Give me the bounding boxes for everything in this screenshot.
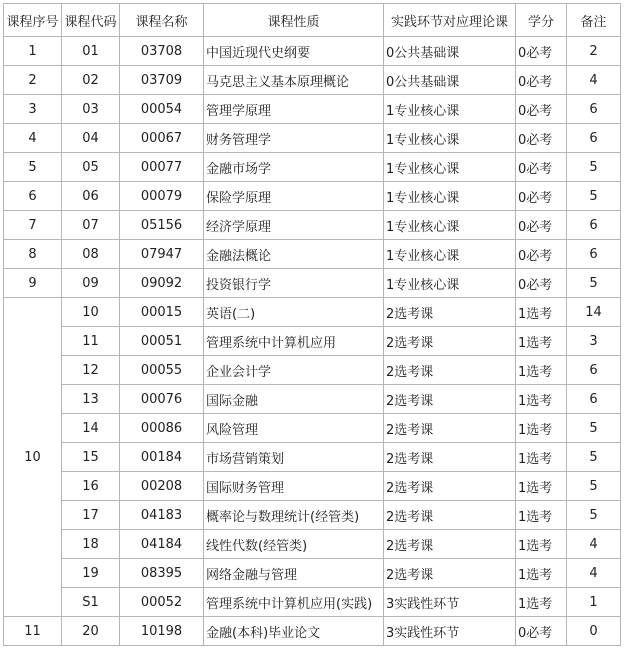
cell-type: 2选考课 xyxy=(384,327,516,356)
cell-code: 03708 xyxy=(120,37,204,66)
cell-name: 企业会计学 xyxy=(204,356,384,385)
cell-code: 00079 xyxy=(120,182,204,211)
cell-credit: 1选考 xyxy=(516,298,567,327)
cell-order: 17 xyxy=(62,501,120,530)
cell-credit: 1选考 xyxy=(516,385,567,414)
cell-order: 19 xyxy=(62,559,120,588)
cell-seq: 8 xyxy=(4,240,62,269)
cell-order: 11 xyxy=(62,327,120,356)
cell-credit: 0必考 xyxy=(516,95,567,124)
cell-seq: 5 xyxy=(4,153,62,182)
cell-code: 04184 xyxy=(120,530,204,559)
cell-credit: 1选考 xyxy=(516,530,567,559)
cell-name: 线性代数(经管类) xyxy=(204,530,384,559)
table-row xyxy=(4,124,621,153)
cell-credit: 0必考 xyxy=(516,269,567,298)
cell-code: 00067 xyxy=(120,124,204,153)
cell-name: 国际金融 xyxy=(204,385,384,414)
table-row xyxy=(4,66,621,95)
cell-note: 6 xyxy=(567,211,621,240)
table-row xyxy=(4,269,621,298)
cell-order: 15 xyxy=(62,443,120,472)
cell-note: 5 xyxy=(567,153,621,182)
cell-order: 16 xyxy=(62,472,120,501)
table-row xyxy=(4,588,621,617)
table-row xyxy=(4,327,621,356)
table-row xyxy=(4,414,621,443)
cell-note: 2 xyxy=(567,37,621,66)
course-table xyxy=(3,3,621,646)
cell-type: 2选考课 xyxy=(384,501,516,530)
cell-name: 保险学原理 xyxy=(204,182,384,211)
cell-credit: 1选考 xyxy=(516,414,567,443)
cell-note: 0 xyxy=(567,617,621,646)
cell-order: 08 xyxy=(62,240,120,269)
cell-name: 经济学原理 xyxy=(204,211,384,240)
header-order: 课程代码 xyxy=(62,4,120,37)
cell-seq-group: 10 xyxy=(4,298,62,617)
cell-order: 02 xyxy=(62,66,120,95)
cell-name: 英语(二) xyxy=(204,298,384,327)
cell-credit: 1选考 xyxy=(516,356,567,385)
cell-name: 马克思主义基本原理概论 xyxy=(204,66,384,95)
cell-code: 10198 xyxy=(120,617,204,646)
cell-credit: 0必考 xyxy=(516,211,567,240)
cell-credit: 0必考 xyxy=(516,153,567,182)
cell-type: 2选考课 xyxy=(384,356,516,385)
cell-order: S1 xyxy=(62,588,120,617)
cell-note: 6 xyxy=(567,385,621,414)
cell-code: 00015 xyxy=(120,298,204,327)
cell-seq: 4 xyxy=(4,124,62,153)
cell-code: 03709 xyxy=(120,66,204,95)
cell-code: 07947 xyxy=(120,240,204,269)
table-row xyxy=(4,95,621,124)
cell-code: 00086 xyxy=(120,414,204,443)
cell-order: 09 xyxy=(62,269,120,298)
cell-type: 2选考课 xyxy=(384,298,516,327)
cell-type: 2选考课 xyxy=(384,472,516,501)
cell-seq: 3 xyxy=(4,95,62,124)
cell-type: 3实践性环节 xyxy=(384,588,516,617)
table-row xyxy=(4,356,621,385)
cell-name: 金融市场学 xyxy=(204,153,384,182)
cell-type: 1专业核心课 xyxy=(384,240,516,269)
header-seq: 课程序号 xyxy=(4,4,62,37)
cell-name: 市场营销策划 xyxy=(204,443,384,472)
cell-note: 14 xyxy=(567,298,621,327)
cell-code: 00055 xyxy=(120,356,204,385)
table-row xyxy=(4,530,621,559)
cell-type: 2选考课 xyxy=(384,559,516,588)
cell-note: 6 xyxy=(567,124,621,153)
cell-credit: 1选考 xyxy=(516,443,567,472)
cell-note: 5 xyxy=(567,501,621,530)
cell-type: 1专业核心课 xyxy=(384,153,516,182)
cell-type: 1专业核心课 xyxy=(384,182,516,211)
table-row xyxy=(4,153,621,182)
cell-note: 4 xyxy=(567,559,621,588)
cell-code: 00054 xyxy=(120,95,204,124)
cell-credit: 0必考 xyxy=(516,124,567,153)
cell-type: 2选考课 xyxy=(384,530,516,559)
cell-note: 5 xyxy=(567,269,621,298)
cell-note: 5 xyxy=(567,414,621,443)
cell-note: 6 xyxy=(567,240,621,269)
cell-name: 国际财务管理 xyxy=(204,472,384,501)
header-practice: 实践环节对应理论课 xyxy=(384,4,516,37)
cell-code: 00076 xyxy=(120,385,204,414)
cell-name: 金融法概论 xyxy=(204,240,384,269)
cell-seq: 7 xyxy=(4,211,62,240)
cell-type: 0公共基础课 xyxy=(384,37,516,66)
cell-note: 4 xyxy=(567,530,621,559)
cell-name: 金融(本科)毕业论文 xyxy=(204,617,384,646)
cell-note: 1 xyxy=(567,588,621,617)
cell-seq: 2 xyxy=(4,66,62,95)
cell-name: 财务管理学 xyxy=(204,124,384,153)
cell-code: 05156 xyxy=(120,211,204,240)
table-row xyxy=(4,443,621,472)
cell-note: 3 xyxy=(567,327,621,356)
cell-credit: 1选考 xyxy=(516,327,567,356)
cell-name: 网络金融与管理 xyxy=(204,559,384,588)
table-row xyxy=(4,501,621,530)
cell-note: 6 xyxy=(567,95,621,124)
cell-name: 管理系统中计算机应用 xyxy=(204,327,384,356)
cell-name: 管理系统中计算机应用(实践) xyxy=(204,588,384,617)
cell-seq: 1 xyxy=(4,37,62,66)
cell-seq: 11 xyxy=(4,617,62,646)
table-row xyxy=(4,298,621,327)
cell-code: 00208 xyxy=(120,472,204,501)
cell-type: 2选考课 xyxy=(384,414,516,443)
cell-name: 投资银行学 xyxy=(204,269,384,298)
table-row xyxy=(4,559,621,588)
cell-order: 07 xyxy=(62,211,120,240)
cell-order: 05 xyxy=(62,153,120,182)
cell-order: 01 xyxy=(62,37,120,66)
cell-note: 5 xyxy=(567,472,621,501)
cell-name: 风险管理 xyxy=(204,414,384,443)
header-row xyxy=(4,4,621,37)
cell-note: 4 xyxy=(567,66,621,95)
cell-credit: 0必考 xyxy=(516,240,567,269)
cell-type: 1专业核心课 xyxy=(384,211,516,240)
cell-credit: 1选考 xyxy=(516,501,567,530)
cell-credit: 0必考 xyxy=(516,66,567,95)
header-credit: 学分 xyxy=(516,4,567,37)
cell-name: 概率论与数理统计(经管类) xyxy=(204,501,384,530)
cell-order: 12 xyxy=(62,356,120,385)
table-row xyxy=(4,211,621,240)
cell-seq: 9 xyxy=(4,269,62,298)
cell-order: 13 xyxy=(62,385,120,414)
cell-order: 14 xyxy=(62,414,120,443)
cell-type: 2选考课 xyxy=(384,443,516,472)
cell-name: 管理学原理 xyxy=(204,95,384,124)
cell-type: 3实践性环节 xyxy=(384,617,516,646)
cell-note: 5 xyxy=(567,443,621,472)
cell-type: 1专业核心课 xyxy=(384,95,516,124)
cell-credit: 1选考 xyxy=(516,588,567,617)
cell-order: 18 xyxy=(62,530,120,559)
cell-order: 03 xyxy=(62,95,120,124)
cell-credit: 0必考 xyxy=(516,617,567,646)
cell-order: 06 xyxy=(62,182,120,211)
cell-seq: 6 xyxy=(4,182,62,211)
cell-type: 2选考课 xyxy=(384,385,516,414)
cell-type: 1专业核心课 xyxy=(384,269,516,298)
cell-order: 20 xyxy=(62,617,120,646)
cell-code: 00051 xyxy=(120,327,204,356)
cell-code: 08395 xyxy=(120,559,204,588)
cell-credit: 1选考 xyxy=(516,559,567,588)
header-type: 课程性质 xyxy=(204,4,384,37)
cell-credit: 0必考 xyxy=(516,37,567,66)
cell-note: 6 xyxy=(567,356,621,385)
table-row xyxy=(4,240,621,269)
cell-name: 中国近现代史纲要 xyxy=(204,37,384,66)
table-row xyxy=(4,617,621,646)
table-row xyxy=(4,182,621,211)
cell-code: 00052 xyxy=(120,588,204,617)
cell-credit: 0必考 xyxy=(516,182,567,211)
cell-type: 0公共基础课 xyxy=(384,66,516,95)
table-row xyxy=(4,385,621,414)
cell-code: 04183 xyxy=(120,501,204,530)
cell-note: 5 xyxy=(567,182,621,211)
cell-type: 1专业核心课 xyxy=(384,124,516,153)
header-code: 课程名称 xyxy=(120,4,204,37)
cell-order: 10 xyxy=(62,298,120,327)
cell-credit: 1选考 xyxy=(516,472,567,501)
header-note: 备注 xyxy=(567,4,621,37)
table-row xyxy=(4,37,621,66)
cell-order: 04 xyxy=(62,124,120,153)
cell-code: 00184 xyxy=(120,443,204,472)
cell-code: 00077 xyxy=(120,153,204,182)
table-row xyxy=(4,472,621,501)
cell-code: 09092 xyxy=(120,269,204,298)
